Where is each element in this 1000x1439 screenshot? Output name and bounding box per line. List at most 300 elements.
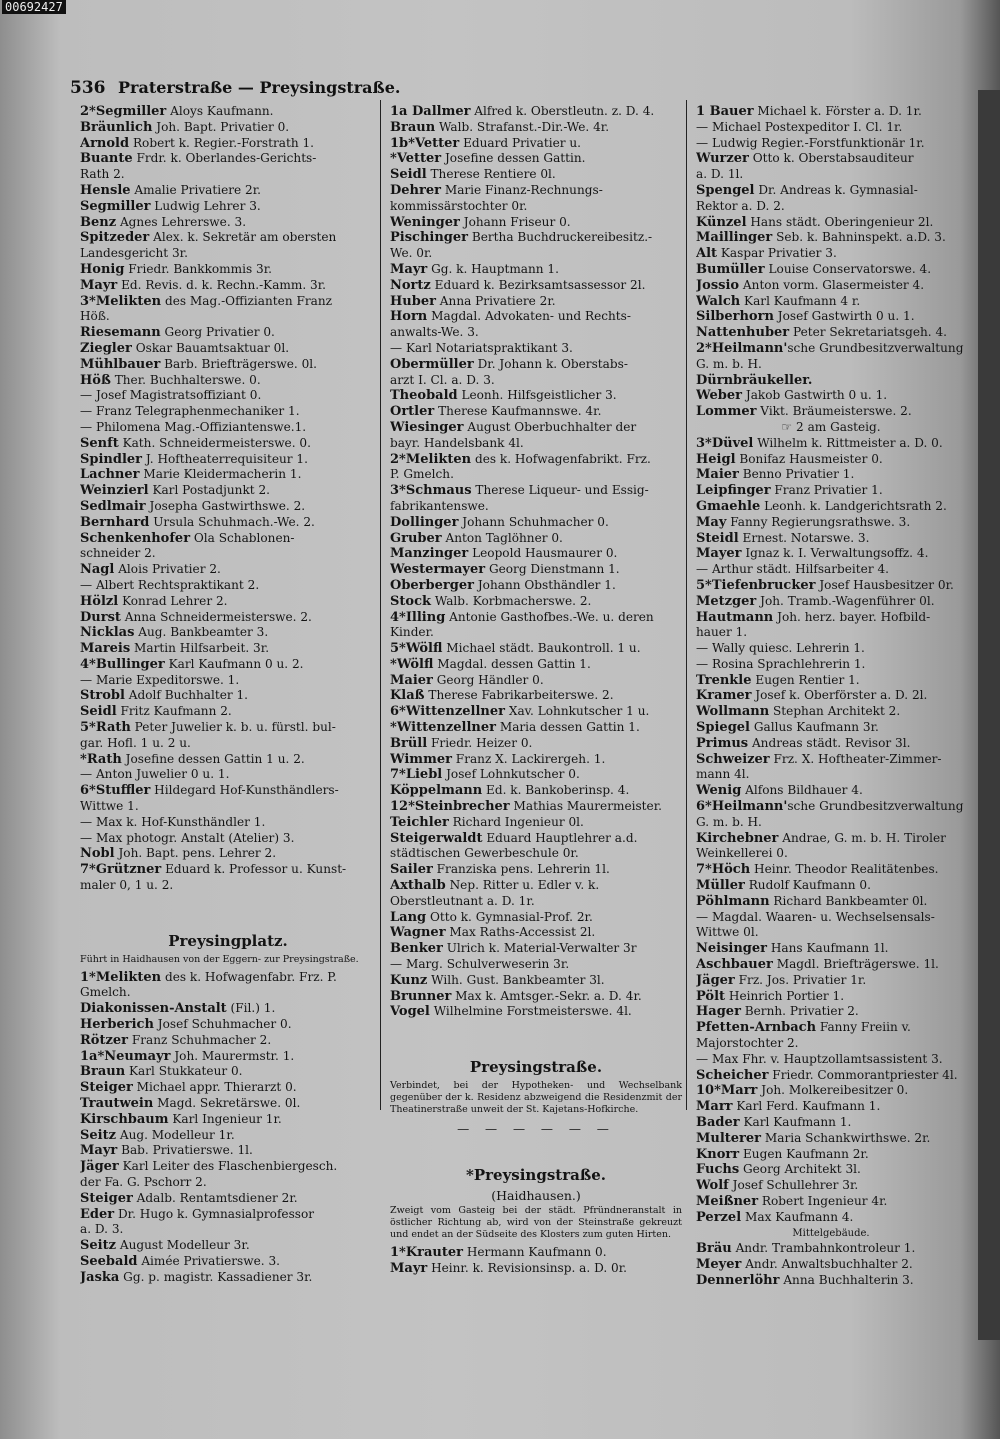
directory-entry (696, 641, 966, 657)
house-number: * (390, 656, 397, 672)
resident-name: Pischinger (390, 230, 468, 246)
resident-name: Lommer (696, 404, 757, 420)
directory-entry (80, 467, 376, 483)
directory-entry (696, 1273, 966, 1289)
resident-name: Obermüller (390, 356, 474, 372)
directory-entry (390, 452, 682, 468)
directory-entry (696, 136, 966, 152)
resident-details: Hans Kaufmann 1l. (767, 941, 889, 956)
resident-details: Richard Bankbeamter 0l. (769, 893, 928, 908)
resident-details: hauer 1. (696, 625, 748, 640)
resident-name: Weninger (390, 214, 460, 230)
resident-details: Louise Conservatorswe. 4. (764, 261, 932, 276)
house-number: 10* (696, 1083, 721, 1099)
directory-entry (696, 183, 966, 199)
directory-entry (696, 957, 966, 973)
resident-name: Schmaus (405, 483, 472, 499)
directory-entry (696, 467, 966, 483)
directory-entry (696, 483, 966, 499)
directory-entry (696, 1178, 966, 1194)
directory-entry (696, 388, 966, 404)
resident-name: Axthalb (390, 878, 446, 894)
directory-entry (390, 578, 682, 594)
resident-details: Wilhelm k. Rittmeister a. D. 0. (753, 435, 943, 450)
resident-details: Joh. Maurermstr. 1. (170, 1048, 295, 1063)
resident-details: — Philomena Mag.-Offiziantenswe.1. (80, 419, 307, 434)
resident-details: Wilh. Gust. Bankbeamter 3l. (427, 972, 605, 987)
resident-details: Anna Schneidermeisterswe. 2. (120, 609, 312, 624)
resident-name: Krauter (405, 1245, 463, 1261)
directory-entry (696, 941, 966, 957)
resident-name: Teichler (390, 814, 449, 830)
resident-details: — Marg. Schulverweserin 3r. (390, 957, 570, 972)
resident-name: Spiegel (696, 720, 750, 736)
directory-entry (696, 341, 966, 357)
resident-details: Eduard Privatier u. (459, 135, 581, 150)
resident-details: a. D. 1l. (696, 167, 744, 182)
resident-name: Fuchs (696, 1162, 740, 1178)
resident-name: Braun (390, 119, 436, 135)
resident-name: Bernhard (80, 514, 150, 530)
resident-name: Nortz (390, 277, 431, 293)
resident-details: Alois Privatier 2. (114, 562, 221, 577)
resident-name: Stock (390, 593, 431, 609)
resident-details: der Fa. G. Pschorr 2. (80, 1175, 207, 1189)
resident-name: Meißner (696, 1193, 759, 1209)
resident-name: Maier (390, 672, 433, 688)
directory-entry (696, 562, 966, 578)
resident-name: Westermayer (390, 562, 486, 578)
resident-details: Therese Kaufmannswe. 4r. (434, 404, 602, 419)
house-number: 7* (390, 767, 406, 783)
resident-details: Heinr. Theodor Realitätenbes. (750, 862, 939, 877)
directory-entry (390, 1004, 682, 1020)
directory-entry (696, 1194, 966, 1210)
resident-details: — Wally quiesc. Lehrerin 1. (696, 641, 865, 656)
directory-entry (80, 1080, 376, 1096)
directory-entry (80, 483, 376, 499)
resident-details: Jakob Gastwirth 0 u. 1. (742, 388, 888, 403)
resident-details: Aloys Kaufmann. (166, 104, 274, 118)
resident-name: Ortler (390, 404, 435, 420)
resident-details: Ola Schablonen- (190, 530, 295, 545)
resident-details: Anna Privatiere 2r. (435, 293, 556, 308)
resident-details: — Anton Juwelier 0 u. 1. (80, 767, 230, 782)
resident-details: Karl Ingenieur 1r. (168, 1111, 282, 1126)
directory-entry (696, 925, 966, 941)
resident-details: anwalts-We. 3. (390, 325, 479, 340)
resident-name: Perzel (696, 1209, 742, 1225)
directory-entry (80, 736, 376, 752)
resident-details: Amalie Privatiere 2r. (130, 182, 262, 197)
resident-name: Pölt (696, 988, 726, 1004)
resident-name: Stuffler (95, 783, 151, 799)
resident-details: Andr. Trambahnkontroleur 1. (731, 1241, 916, 1256)
resident-name: Lang (390, 909, 427, 925)
resident-details: Joh. Bapt. pens. Lehrer 2. (114, 846, 277, 861)
resident-name: Kirschbaum (80, 1111, 169, 1127)
resident-details: Walb. Korbmacherswe. 2. (431, 593, 592, 608)
resident-details: Karl Stukkateur 0. (125, 1064, 243, 1079)
directory-entry (696, 215, 966, 231)
directory-entry (696, 1131, 966, 1147)
directory-entry (390, 136, 682, 152)
resident-name: Spengel (696, 182, 755, 198)
resident-name: Pfetten-Arnbach (696, 1020, 817, 1036)
directory-entry (390, 878, 682, 894)
resident-details: Martin Hilfsarbeit. 3r. (130, 641, 270, 656)
resident-details: Karl Kaufmann 0 u. 2. (164, 656, 304, 671)
resident-details: Andreas städt. Revisor 3l. (748, 735, 911, 750)
resident-name: Mayr (390, 1261, 428, 1277)
resident-name: Melikten (95, 293, 162, 309)
resident-details: Johann Friseur 0. (459, 214, 571, 229)
resident-name: Wollmann (696, 704, 770, 720)
directory-entry (390, 388, 682, 404)
resident-details: Johann Schuhmacher 0. (458, 514, 609, 529)
directory-entry (696, 831, 966, 847)
directory-entry (390, 436, 682, 452)
resident-details: G. m. b. H. (696, 814, 762, 829)
house-number: 3* (80, 293, 96, 309)
resident-name: Benker (390, 941, 443, 957)
directory-entry (80, 862, 376, 878)
resident-name: Lachner (80, 467, 140, 483)
directory-entry (696, 910, 966, 926)
resident-details: Leonh. k. Landgerichtsrath 2. (760, 498, 947, 513)
house-number: 2* (696, 340, 712, 356)
directory-entry (696, 783, 966, 799)
directory-entry (390, 610, 682, 626)
resident-name: Mayr (80, 1143, 118, 1159)
resident-details: Dr. Andreas k. Gymnasial- (754, 182, 918, 197)
resident-details: Rektor a. D. 2. (696, 198, 785, 213)
resident-details: Leopold Hausmaurer 0. (468, 546, 618, 561)
resident-details: Aug. Bankbeamter 3. (134, 625, 269, 640)
directory-entry (80, 278, 376, 294)
resident-name: Seidl (390, 167, 427, 183)
section-note: Führt in Haidhausen von der Eggern- zur Preysingstraße. (80, 953, 359, 965)
directory-entry (696, 167, 966, 183)
resident-details: Adolf Buchhalter 1. (124, 688, 249, 703)
resident-details: J. Hoftheaterrequisiteur 1. (142, 451, 308, 466)
resident-details: Karl Leiter des Flaschenbiergesch. (118, 1159, 338, 1174)
directory-entry (80, 136, 376, 152)
directory-entry (80, 404, 376, 420)
directory-entry (390, 673, 682, 689)
directory-entry (390, 546, 682, 562)
directory-entry (80, 688, 376, 704)
resident-details: Marie Kleidermacherin 1. (139, 467, 302, 482)
directory-entry (80, 420, 376, 436)
resident-details: Franz Schuhmacher 2. (127, 1032, 272, 1047)
directory-entry (390, 752, 682, 768)
directory-entry (80, 151, 376, 167)
resident-details: Landesgericht 3r. (80, 246, 188, 261)
directory-entry (390, 262, 682, 278)
directory-entry (390, 246, 682, 262)
resident-name: Wenig (696, 783, 742, 799)
resident-details: Oberstleutnant a. D. 1r. (390, 893, 535, 908)
directory-entry (80, 1049, 376, 1065)
resident-details: Maria dessen Gattin 1. (495, 720, 640, 735)
resident-name: Gmaehle (696, 498, 761, 514)
directory-entry (80, 1222, 376, 1238)
directory-entry (696, 815, 966, 831)
directory-entry (80, 1207, 376, 1223)
resident-name: Meyer (696, 1257, 742, 1273)
directory-entry (696, 1083, 966, 1099)
resident-name: Mayr (390, 261, 428, 277)
resident-name: Benz (80, 214, 117, 230)
resident-details: Majorstochter 2. (696, 1036, 799, 1051)
directory-entry (696, 594, 966, 610)
resident-name: Wurzer (696, 151, 749, 167)
resident-details: Otto k. Oberstabsauditeur (748, 151, 914, 166)
directory-entry (80, 309, 376, 325)
resident-name: Seitz (80, 1127, 116, 1143)
resident-details: Kinder. (390, 625, 434, 640)
resident-name: Senft (80, 435, 119, 451)
resident-details: Magdl. Briefträgerswe. 1l. (772, 957, 939, 972)
resident-name: Höch (711, 862, 751, 878)
resident-details: Heinrich Portier 1. (725, 988, 845, 1003)
resident-name: Manzinger (390, 546, 469, 562)
directory-entry (696, 357, 966, 373)
directory-entry (80, 499, 376, 515)
resident-details: Joh. Tramb.-Wagenführer 0l. (756, 593, 935, 608)
resident-details: — Marie Expeditorswe. 1. (80, 672, 240, 687)
house-number: 7* (80, 862, 96, 878)
directory-entry (696, 578, 966, 594)
directory-entry (80, 673, 376, 689)
directory-entry (390, 1245, 682, 1261)
directory-entry (390, 309, 682, 325)
column-3 (696, 104, 966, 1289)
resident-details: — Franz Telegraphenmechaniker 1. (80, 404, 300, 419)
directory-entry (80, 815, 376, 831)
directory-entry (390, 483, 682, 499)
resident-name: Oberberger (390, 577, 474, 593)
directory-entry (696, 246, 966, 262)
directory-entry (80, 388, 376, 404)
directory-entry (390, 941, 682, 957)
resident-details: Weinkellerei 0. (696, 846, 788, 861)
entry-list (696, 104, 966, 1289)
directory-entry (696, 452, 966, 468)
resident-name: Dehrer (390, 182, 441, 198)
directory-entry (80, 752, 376, 768)
directory-entry (696, 704, 966, 720)
resident-details: Friedr. Commorantpriester 4l. (768, 1067, 958, 1082)
resident-name: Heilmann' (711, 340, 788, 356)
directory-entry (80, 767, 376, 783)
resident-details: ☞ 2 am Gasteig. (781, 419, 881, 434)
directory-entry (696, 120, 966, 136)
resident-details: Agnes Lehrerswe. 3. (116, 214, 247, 229)
directory-entry (390, 183, 682, 199)
resident-details: Anna Buchhalterin 3. (779, 1272, 914, 1287)
resident-name: Seitz (80, 1238, 116, 1254)
resident-details: Gallus Kaufmann 3r. (750, 720, 879, 735)
resident-details: Johann Obsthändler 1. (473, 577, 616, 592)
resident-details: Joh. Bapt. Privatier 0. (152, 119, 290, 134)
resident-details: fabrikantenswe. (390, 498, 489, 513)
resident-name: Silberhorn (696, 309, 774, 325)
directory-entry (696, 1162, 966, 1178)
resident-details: Alfons Bildhauer 4. (741, 783, 863, 798)
resident-details: Therese Rentiere 0l. (426, 167, 556, 182)
directory-entry (696, 1241, 966, 1257)
resident-details: Bernh. Privatier 2. (740, 1004, 859, 1019)
resident-details: Rudolf Kaufmann 0. (744, 878, 871, 893)
directory-entry (80, 452, 376, 468)
directory-entry (696, 1052, 966, 1068)
directory-entry (390, 625, 682, 641)
resident-details: Kath. Schneidermeisterswe. 0. (118, 435, 311, 450)
directory-entry (390, 957, 682, 973)
resident-details: Franz X. Lackirergeh. 1. (451, 751, 606, 766)
directory-entry (80, 641, 376, 657)
resident-name: Buante (80, 151, 133, 167)
house-number: 7* (696, 862, 712, 878)
resident-details: schneider 2. (80, 546, 156, 561)
resident-name: Sedlmair (80, 498, 146, 514)
resident-name: Diakonissen-Anstalt (80, 1001, 227, 1017)
resident-details: Max k. Amtsger.-Sekr. a. D. 4r. (451, 988, 642, 1003)
resident-name: Düvel (711, 435, 754, 451)
resident-name: Künzel (696, 214, 747, 230)
resident-name: Scheicher (696, 1067, 769, 1083)
resident-name: Segmiller (95, 104, 167, 119)
entry-list (80, 970, 376, 1286)
resident-details: — Rosina Sprachlehrerin 1. (696, 656, 866, 671)
resident-name: Mayer (696, 546, 742, 562)
resident-name: Schweizer (696, 751, 770, 767)
resident-details: Peter Sekretariatsgeh. 4. (789, 325, 948, 340)
resident-name: Weber (696, 388, 743, 404)
directory-entry (696, 436, 966, 452)
resident-name: Vetter (414, 135, 460, 151)
resident-details: Aug. Modelleur 1r. (116, 1127, 235, 1142)
directory-entry (390, 341, 682, 357)
resident-name: Jossio (696, 277, 740, 293)
resident-details: Joh. Molkereibesitzer 0. (757, 1083, 909, 1098)
house-number: 12* (390, 799, 415, 815)
resident-details: Wittwe 1. (80, 799, 139, 814)
resident-name: Steiger (80, 1190, 133, 1206)
resident-details: Ernest. Notarswe. 3. (738, 530, 870, 545)
resident-name: Dallmer (412, 104, 471, 119)
resident-name: Huber (390, 293, 436, 309)
resident-name: Seebald (80, 1253, 138, 1269)
resident-name: Melikten (405, 451, 472, 467)
directory-entry (80, 1238, 376, 1254)
resident-details: Michael städt. Baukontroll. 1 u. (442, 641, 641, 656)
directory-entry (390, 499, 682, 515)
directory-entry (390, 846, 682, 862)
resident-name: Rath (95, 720, 131, 736)
directory-entry (390, 325, 682, 341)
directory-entry (696, 720, 966, 736)
directory-entry (80, 373, 376, 389)
directory-entry (80, 1159, 376, 1175)
entry-list (390, 104, 682, 1020)
resident-name: Knorr (696, 1146, 740, 1162)
resident-name: Strobl (80, 688, 125, 704)
resident-details: Magd. Sekretärswe. 0l. (153, 1096, 301, 1111)
resident-details: — Max k. Hof-Kunsthändler 1. (80, 814, 266, 829)
entry-list (390, 1245, 682, 1277)
resident-details: Mathias Maurermeister. (509, 799, 662, 814)
resident-details: Ludwig Lehrer 3. (150, 198, 261, 213)
resident-details: Anton Taglöhner 0. (441, 530, 563, 545)
resident-name: Maillinger (696, 230, 773, 246)
resident-name: Illing (405, 609, 446, 625)
resident-details: Michael appr. Thierarzt 0. (132, 1080, 297, 1095)
directory-entry (696, 894, 966, 910)
resident-name: Wolf (696, 1178, 729, 1194)
resident-name: Steinbrecher (414, 799, 510, 815)
resident-name: Herberich (80, 1017, 154, 1033)
resident-name: Steiger (80, 1080, 133, 1096)
directory-entry (390, 704, 682, 720)
resident-details: Fritz Kaufmann 2. (116, 704, 232, 719)
directory-entry (80, 183, 376, 199)
resident-name: Horn (390, 309, 428, 325)
resident-details: — Ludwig Regier.-Forstfunktionär 1r. (696, 135, 925, 150)
resident-details: Josef Schuhmacher 0. (153, 1017, 292, 1032)
directory-entry (80, 799, 376, 815)
directory-entry (696, 373, 966, 389)
directory-entry (390, 420, 682, 436)
resident-details: — Max photogr. Anstalt (Atelier) 3. (80, 830, 295, 845)
directory-entry (80, 985, 376, 1001)
resident-name: Jäger (696, 972, 735, 988)
resident-name: Bader (696, 1115, 740, 1130)
directory-entry (80, 831, 376, 847)
section-heading: Preysingstraße. (469, 1058, 603, 1077)
directory-entry (80, 625, 376, 641)
resident-name: Aschbauer (696, 957, 773, 973)
resident-details: Ignaz k. I. Verwaltungsoffz. 4. (741, 546, 929, 561)
resident-name: Köppelmann (390, 783, 483, 799)
binding-edge (978, 90, 1000, 1340)
resident-details: — Karl Notariatspraktikant 3. (390, 340, 573, 355)
directory-entry (390, 151, 682, 167)
resident-details: Ursula Schuhmach.-We. 2. (149, 514, 315, 529)
resident-name: Sailer (390, 862, 433, 878)
resident-details: Oskar Bauamtsaktuar 0l. (131, 340, 290, 355)
resident-name: Hautmann (696, 609, 774, 625)
resident-name: Weinzierl (80, 483, 149, 499)
resident-details: Anton vorm. Glasermeister 4. (739, 277, 925, 292)
directory-entry (390, 515, 682, 531)
directory-entry (696, 688, 966, 704)
directory-entry (80, 325, 376, 341)
running-head: Praterstraße — Preysingstraße. (118, 78, 401, 97)
directory-entry (390, 294, 682, 310)
resident-details: — Arthur städt. Hilfsarbeiter 4. (696, 562, 889, 577)
house-number: 1* (390, 1245, 406, 1261)
resident-details: Peter Juwelier k. b. u. fürstl. bul- (130, 720, 336, 735)
resident-name: Brüll (390, 735, 428, 751)
resident-details: Ther. Buchhalterswe. 0. (110, 372, 261, 387)
resident-details: Robert k. Regier.-Forstrath 1. (129, 135, 315, 150)
directory-entry (696, 799, 966, 815)
directory-entry (696, 1115, 966, 1131)
directory-entry (80, 515, 376, 531)
